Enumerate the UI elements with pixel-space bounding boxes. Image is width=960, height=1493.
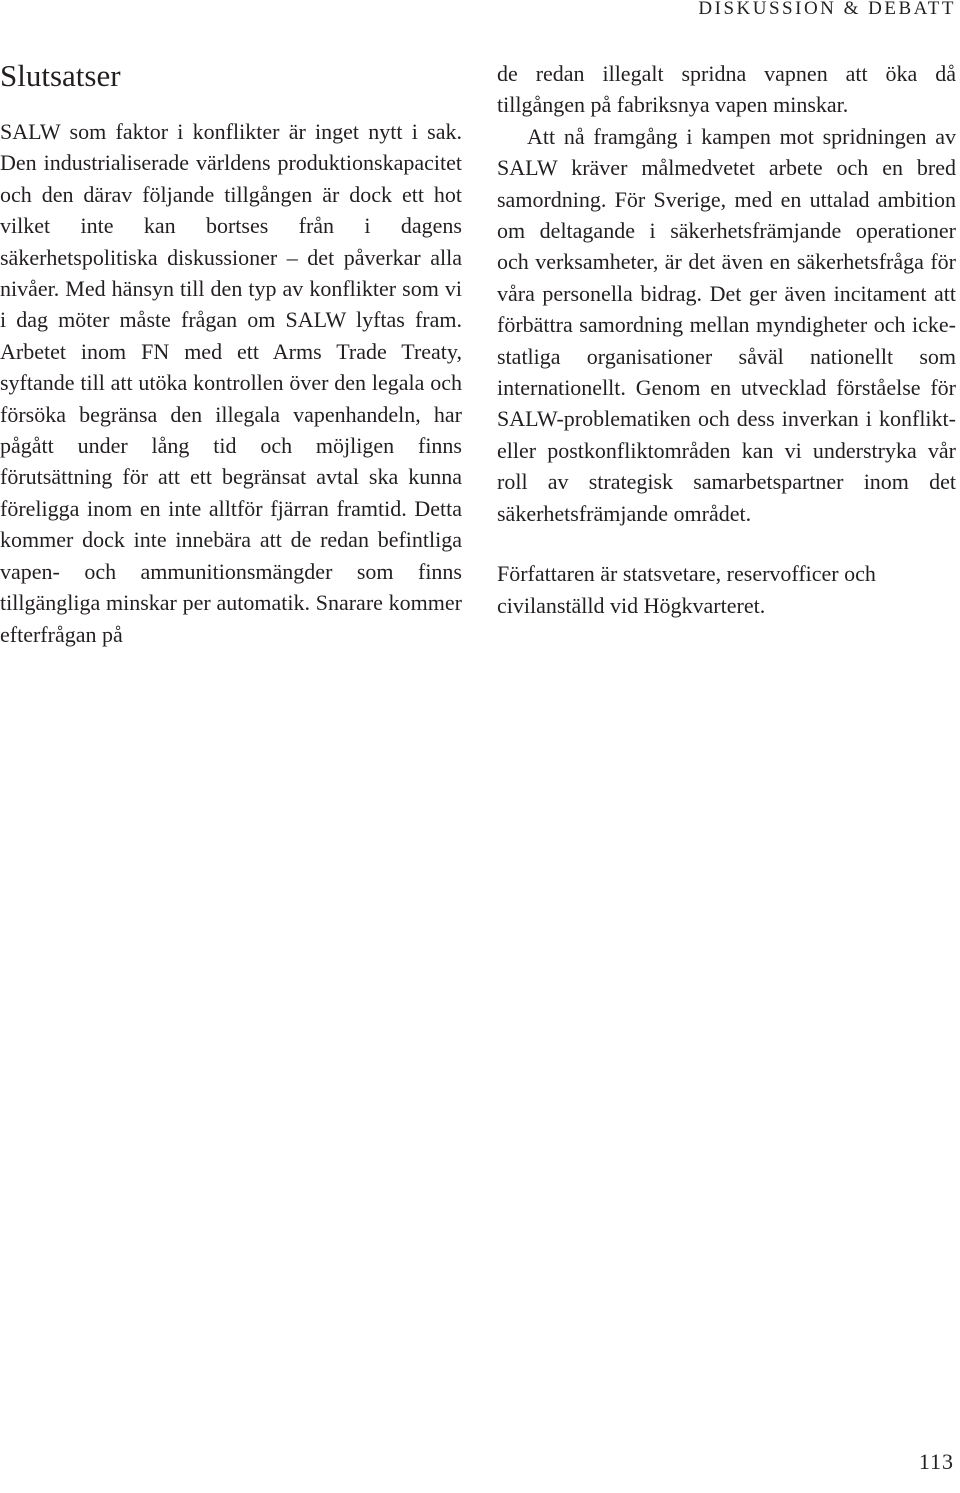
author-byline: Författaren är statsvetare, reservofficer och civilanställd vid Högkvarteret. bbox=[497, 561, 876, 618]
running-head: DISKUSSION & DEBATT bbox=[698, 0, 956, 19]
body-paragraph: Att nå framgång i kampen mot spridningen av SALW kräver målmedvetet arbete och en bred samordning. För Sverige, med en uttalad ambition om deltagande i säkerhetsfrämjande operationer och verksamheter, är det även en säkerhetsfråga för våra personella bidrag. Det ger även incitament att förbättra samordning mellan myndigheter och icke-statliga organisationer såväl nationellt som internationellt. Genom en utvecklad förståelse för SALW-problematiken och dess inverkan i konflikt- eller postkonfliktområden kan vi understryka vår roll av strategisk samarbetspartner inom det säkerhetsfrämjande området. bbox=[497, 123, 956, 526]
right-column bbox=[497, 58, 956, 621]
continuation-paragraph: de redan illegalt spridna vapnen att öka då tillgången på fabriksnya vapen minskar. bbox=[497, 61, 956, 118]
body-paragraph: SALW som faktor i konflikter är inget nytt i sak. Den industrialiserade världens produktionskapacitet och den därav följande tillgången är dock ett hot vilket inte kan bortses från i dagens säkerhetspolitiska diskussioner – det påverkar alla nivåer. Med hänsyn till den typ av konflikter som vi i dag möter måste frågan om SALW lyftas fram. Arbetet inom FN med ett Arms Trade Treaty, syftande till att utöka kontrollen över den legala och försöka begränsa den illegala vapenhandeln, har pågått under lång tid och möjligen finns förutsättning för att ett begränsat avtal ska kunna föreligga inom en inte alltför fjärran framtid. Detta kommer dock inte innebära att de redan befintliga vapen- och ammunitionsmängder som finns tillgängliga minskar per automatik. Snarare kommer efterfrågan på bbox=[0, 119, 462, 647]
page-number: 113 bbox=[918, 1449, 954, 1474]
left-column bbox=[0, 56, 462, 650]
section-heading: Slutsatser bbox=[0, 58, 121, 93]
